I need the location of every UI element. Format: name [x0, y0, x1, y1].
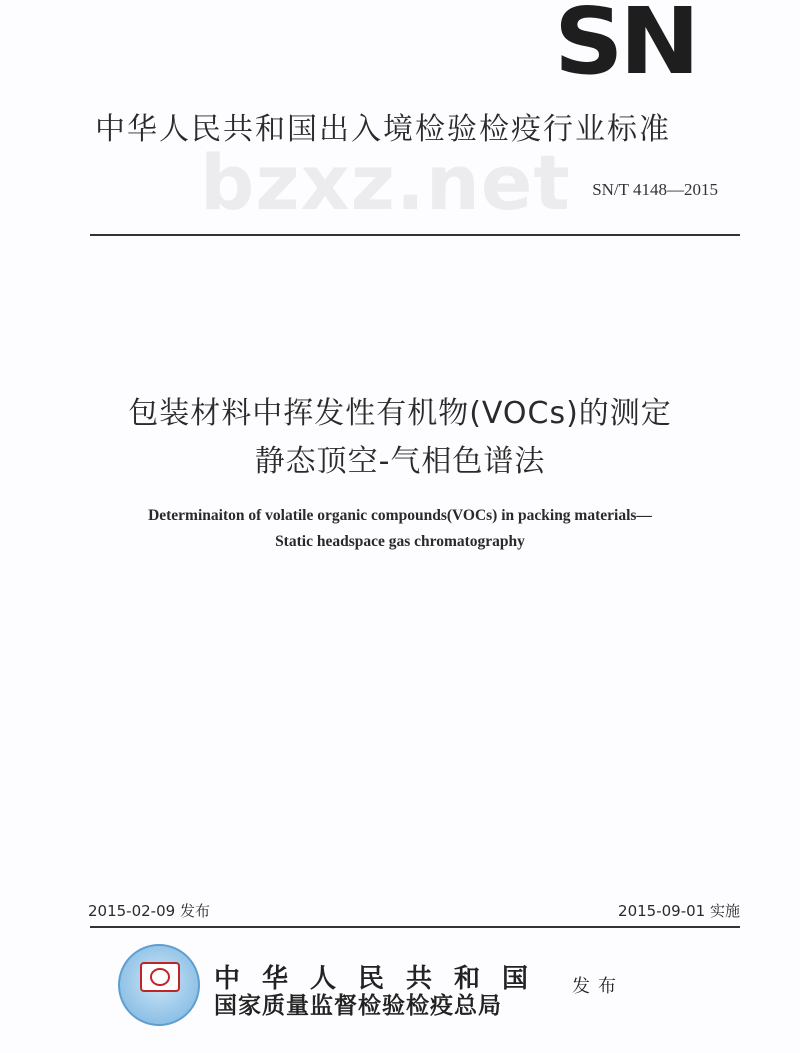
publisher-line1: 中华人民共和国 [214, 964, 551, 994]
title-en-line1: Determinaiton of volatile organic compounds(VOCs) in packing materials— [148, 507, 652, 524]
watermark: bzxz.net [200, 138, 571, 227]
sn-logo: SN [553, 0, 697, 95]
publisher-seal-icon [118, 944, 200, 1026]
release-label: 发布 [572, 976, 624, 997]
org-title: 中华人民共和国出入境检验检疫行业标准 [95, 112, 671, 147]
issue-date: 2015-02-09 发布 [88, 902, 210, 920]
standard-number: SN/T 4148—2015 [592, 180, 718, 199]
bottom-divider [90, 926, 740, 928]
seal-emblem-icon [140, 962, 180, 992]
top-divider [90, 234, 740, 236]
title-cn-line2: 静态顶空-气相色谱法 [254, 444, 546, 479]
title-cn-line1: 包装材料中挥发性有机物(VOCs)的测定 [128, 396, 672, 431]
implement-date: 2015-09-01 实施 [618, 902, 740, 920]
title-en-line2: Static headspace gas chromatography [275, 533, 525, 550]
publisher-line2: 国家质量监督检验检疫总局 [214, 992, 502, 1019]
